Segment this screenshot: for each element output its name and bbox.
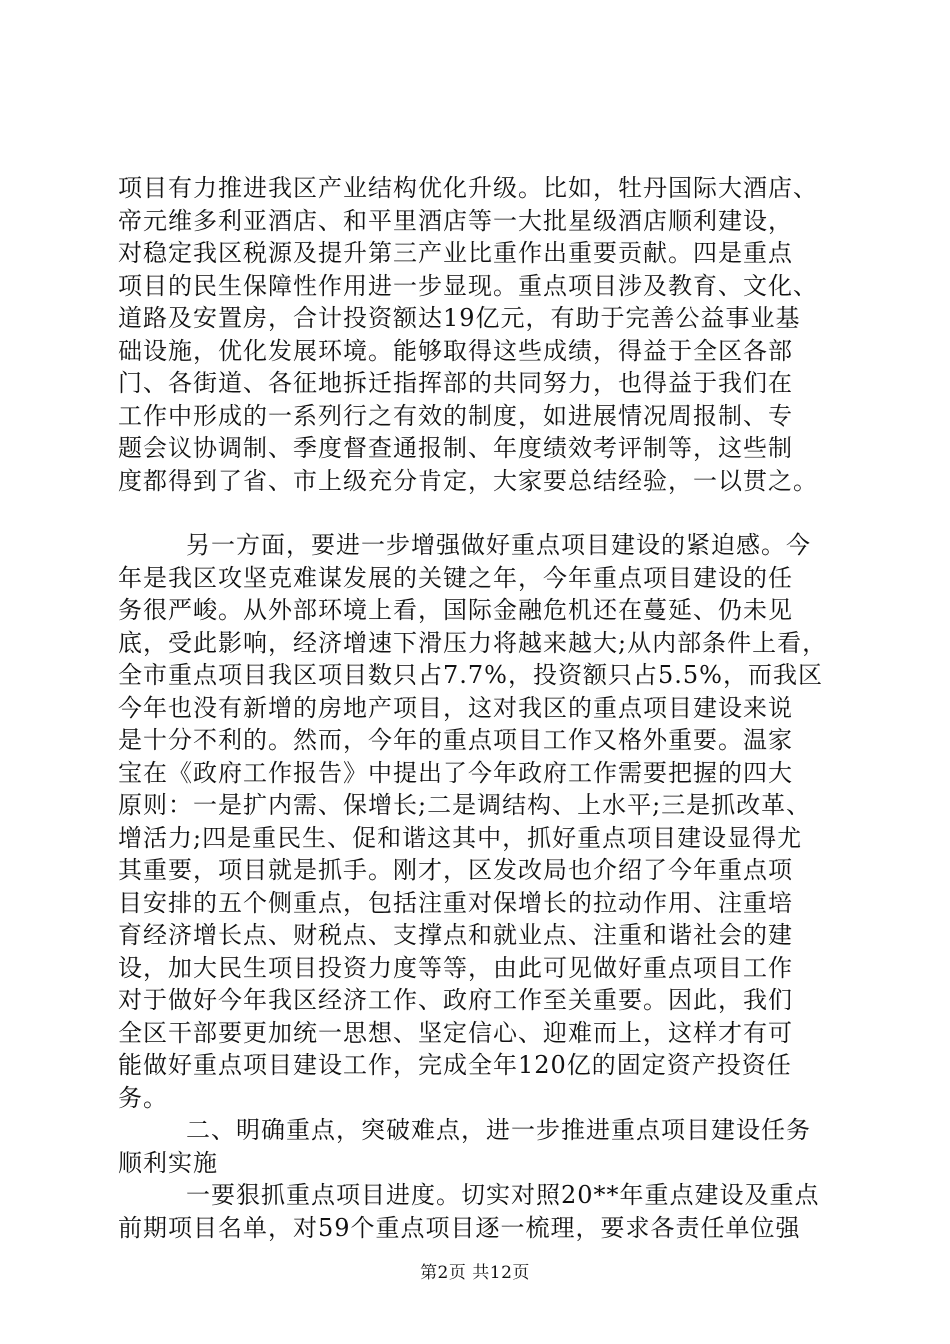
text-line: 目安排的五个侧重点，包括注重对保增长的拉动作用、注重培 (118, 888, 793, 917)
text-line: 对于做好今年我区经济工作、政府工作至关重要。因此，我们 (118, 986, 793, 1014)
text-line: 全区干部要更加统一思想、坚定信心、迎难而上，这样才有可 (118, 1018, 793, 1047)
text-line: 原则：一是扩内需、保增长;二是调结构、上水平;三是抓改革、 (118, 791, 812, 819)
text-line: 年是我区攻坚克难谋发展的关键之年，今年重点项目建设的任 (118, 563, 793, 592)
text-line: 全市重点项目我区项目数只占7.7%，投资额只占5.5%，而我区 (118, 661, 823, 689)
text-line: 底，受此影响，经济增速下滑压力将越来越大;从内部条件上看， (118, 628, 828, 657)
text-line: 帝元维多利亚酒店、和平里酒店等一大批星级酒店顺利建设， (118, 206, 793, 235)
paragraph-progress (118, 1179, 848, 1244)
section-heading (118, 1114, 848, 1179)
text-line: 项目有力推进我区产业结构优化升级。比如，牡丹国际大酒店、 (118, 174, 818, 202)
text-line: 其重要，项目就是抓手。刚才，区发改局也介绍了今年重点项 (118, 856, 793, 884)
text-line: 工作中形成的一系列行之有效的制度，如进展情况周报制、专 (118, 401, 793, 430)
text-line: 项目的民生保障性作用进一步显现。重点项目涉及教育、文化、 (118, 271, 818, 300)
text-line: 二、明确重点，突破难点，进一步推进重点项目建设任务 (186, 1116, 811, 1144)
text-line: 今年也没有新增的房地产项目，这对我区的重点项目建设来说 (118, 693, 793, 722)
paragraph-urgency (118, 529, 848, 1114)
page-footer: 第2页 共12页 (420, 1263, 530, 1283)
text-line: 设，加大民生项目投资力度等等，由此可见做好重点项目工作 (118, 953, 793, 982)
text-line: 增活力;四是重民生、促和谐这其中，抓好重点项目建设显得尤 (118, 823, 803, 852)
text-line: 另一方面，要进一步增强做好重点项目建设的紧迫感。今 (186, 531, 811, 559)
text-line: 础设施，优化发展环境。能够取得这些成绩，得益于全区各部 (118, 336, 793, 365)
text-line: 宝在《政府工作报告》中提出了今年政府工作需要把握的四大 (118, 758, 793, 787)
text-line: 道路及安置房，合计投资额达19亿元，有助于完善公益事业基 (118, 304, 801, 332)
text-line: 对稳定我区税源及提升第三产业比重作出重要贡献。四是重点 (118, 239, 793, 267)
text-line: 能做好重点项目建设工作，完成全年120亿的固定资产投资任 (118, 1051, 792, 1079)
text-line: 顺利实施 (118, 1148, 218, 1177)
text-line: 度都得到了省、市上级充分肯定，大家要总结经验，一以贯之。 (118, 466, 818, 495)
text-line: 一要狠抓重点项目进度。切实对照20**年重点建设及重点 (186, 1181, 820, 1209)
text-line: 是十分不利的。然而，今年的重点项目工作又格外重要。温家 (118, 726, 793, 754)
text-line: 题会议协调制、季度督查通报制、年度绩效考评制等，这些制 (118, 434, 793, 462)
text-line: 育经济增长点、财税点、支撑点和就业点、注重和谐社会的建 (118, 921, 793, 949)
text-line: 门、各街道、各征地拆迁指挥部的共同努力，也得益于我们在 (118, 369, 793, 397)
text-line: 前期项目名单，对59个重点项目逐一梳理，要求各责任单位强 (118, 1213, 801, 1242)
text-line: 务。 (118, 1083, 168, 1112)
paragraph-continued (118, 172, 848, 497)
text-line: 务很严峻。从外部环境上看，国际金融危机还在蔓延、仍未见 (118, 596, 793, 624)
document-body (118, 172, 848, 1244)
